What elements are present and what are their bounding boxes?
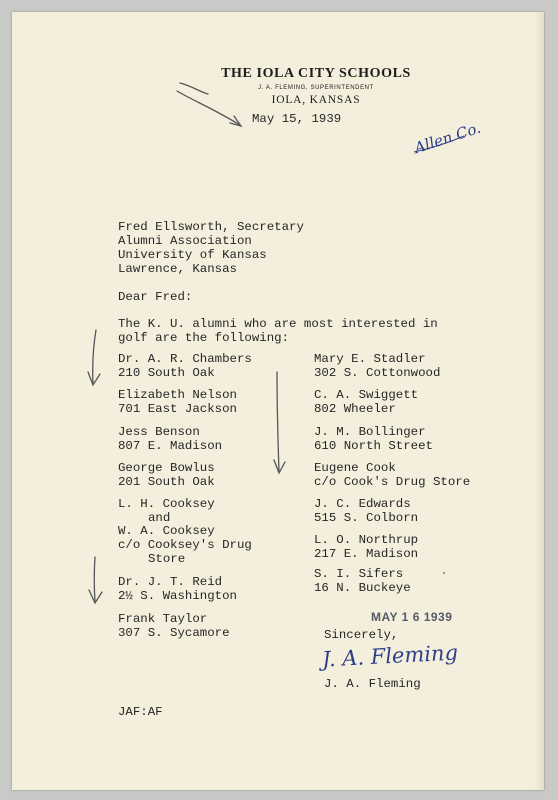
letter-page [12, 12, 544, 790]
recipient-line: Alumni Association [118, 234, 252, 248]
alumni-address: c/o Cooksey's Drug [118, 538, 252, 552]
body-line: golf are the following: [118, 331, 290, 345]
recipient-line: University of Kansas [118, 248, 267, 262]
letter-date: May 15, 1939 [252, 112, 342, 126]
margin-arrow-mark [94, 557, 95, 602]
letterhead-title: THE IOLA CITY SCHOOLS [221, 66, 411, 81]
alumni-name: Dr. A. R. Chambers [118, 352, 252, 366]
margin-arrow-mark [93, 330, 96, 384]
letterhead-arrow-mark [177, 91, 240, 125]
annotation-underline [414, 136, 464, 152]
margin-arrow-head [88, 372, 100, 385]
alumni-address: c/o Cook's Drug Store [314, 475, 471, 489]
signer-name: J. A. Fleming [324, 677, 421, 691]
alumni-address: 807 E. Madison [118, 439, 223, 453]
alumni-address: 610 North Street [314, 439, 433, 453]
alumni-address: 307 S. Sycamore [118, 626, 230, 640]
salutation: Dear Fred: [118, 290, 193, 304]
alumni-and: and [148, 511, 171, 525]
alumni-name: J. M. Bollinger [314, 425, 426, 439]
pencil-marks [12, 12, 544, 790]
letterhead-city: IOLA, KANSAS [271, 94, 361, 106]
alumni-name: L. H. Cooksey [118, 497, 215, 511]
alumni-name: Jess Benson [118, 425, 200, 439]
alumni-name: Eugene Cook [314, 461, 396, 475]
recipient-line: Lawrence, Kansas [118, 262, 237, 276]
recipient-line: Fred Ellsworth, Secretary [118, 220, 304, 234]
alumni-address: 802 Wheeler [314, 402, 396, 416]
alumni-name: C. A. Swiggett [314, 388, 419, 402]
alumni-address: Store [148, 552, 186, 566]
handwritten-annotation: Allen Co. [412, 118, 483, 158]
alumni-name: J. C. Edwards [314, 497, 411, 511]
alumni-name: Elizabeth Nelson [118, 388, 237, 402]
letterhead-arrow-head [230, 116, 241, 126]
body-line: The K. U. alumni who are most interested in [118, 317, 438, 331]
alumni-address: 701 East Jackson [118, 402, 237, 416]
alumni-name: Frank Taylor [118, 612, 208, 626]
alumni-address: 201 South Oak [118, 475, 215, 489]
alumni-name: S. I. Sifers [314, 567, 404, 581]
handwritten-signature: J. A. Fleming [321, 640, 459, 672]
alumni-name: George Bowlus [118, 461, 215, 475]
typist-initials: JAF:AF [118, 705, 163, 719]
alumni-address: 2½ S. Washington [118, 589, 237, 603]
alumni-name: L. O. Northrup [314, 533, 419, 547]
closing: Sincerely, [324, 628, 399, 642]
alumni-address: 515 S. Colborn [314, 511, 419, 525]
alumni-name: Dr. J. T. Reid [118, 575, 223, 589]
center-arrow-head [274, 460, 285, 473]
alumni-address: 302 S. Cottonwood [314, 366, 441, 380]
letterhead-superintendent: J. A. FLEMING, SUPERINTENDENT [258, 85, 374, 91]
margin-arrow-head [89, 590, 102, 603]
letterhead-arrow-mark [180, 83, 208, 94]
alumni-address: 16 N. Buckeye [314, 581, 411, 595]
center-arrow-mark [277, 372, 279, 472]
received-date-stamp: MAY 1 6 1939 [371, 610, 453, 624]
pencil-dot [443, 572, 445, 574]
alumni-address: 217 E. Madison [314, 547, 419, 561]
alumni-name: W. A. Cooksey [118, 524, 215, 538]
alumni-name: Mary E. Stadler [314, 352, 426, 366]
alumni-address: 210 South Oak [118, 366, 215, 380]
